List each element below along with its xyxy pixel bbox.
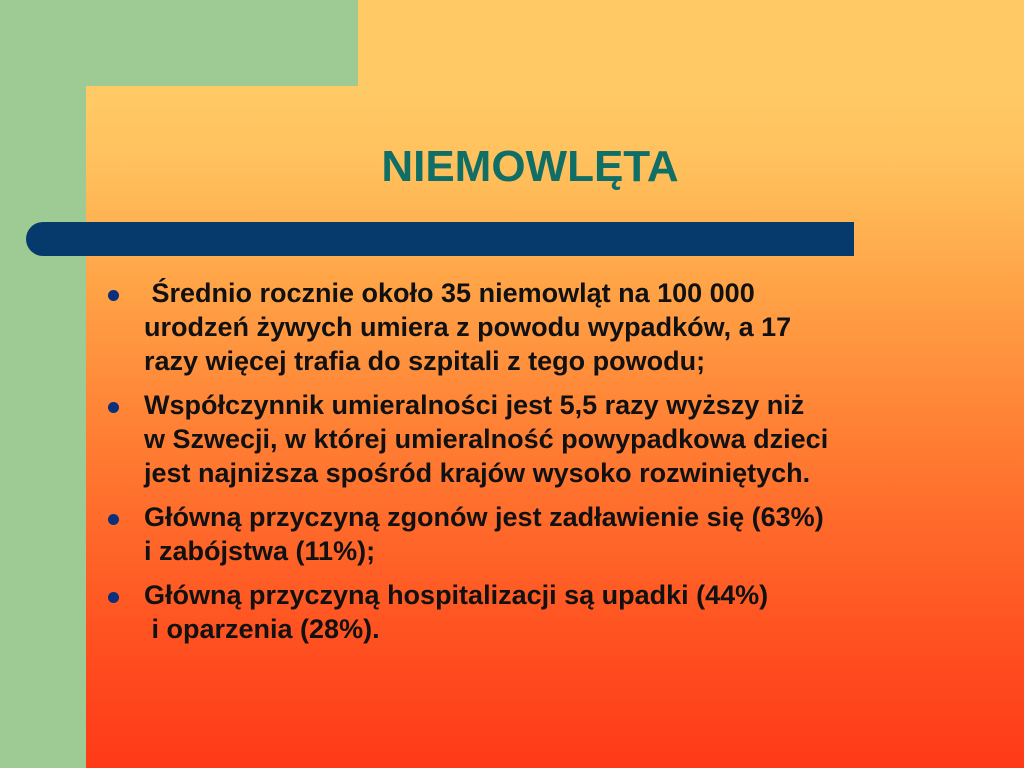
bullet-line: urodzeń żywych umiera z powodu wypadków, a 17 (144, 312, 792, 342)
slide-title: NIEMOWLĘTA (381, 142, 679, 191)
bullet-line: Główną przyczyną zgonów jest zadławienie się (63%) (144, 502, 824, 532)
top-left-accent-block (0, 0, 358, 86)
title-underline-bar (26, 222, 854, 256)
bullet-line: i oparzenia (28%). (144, 614, 380, 644)
bullet-line: jest najniższa spośród krajów wysoko rozwiniętych. (144, 458, 811, 488)
bullet-item (104, 388, 1004, 490)
bullet-line: razy więcej trafia do szpitali z tego powodu; (144, 346, 706, 376)
bullet-line: Średnio rocznie około 35 niemowląt na 100 000 (144, 278, 755, 308)
bullet-dot-icon (108, 290, 119, 301)
bullet-list (104, 276, 1004, 656)
bullet-item (104, 500, 1004, 568)
bullet-dot-icon (108, 592, 119, 603)
bullet-item (104, 276, 1004, 378)
bullet-line: Współczynnik umieralności jest 5,5 razy wyższy niż (144, 390, 805, 420)
bullet-dot-icon (108, 514, 119, 525)
bullet-line: i zabójstwa (11%); (144, 536, 376, 566)
left-accent-strip (0, 0, 86, 768)
bullet-line: w Szwecji, w której umieralność powypadkowa dzieci (144, 424, 829, 454)
bullet-line: Główną przyczyną hospitalizacji są upadki (44%) (144, 580, 769, 610)
bullet-dot-icon (108, 402, 119, 413)
bullet-item (104, 578, 1004, 646)
